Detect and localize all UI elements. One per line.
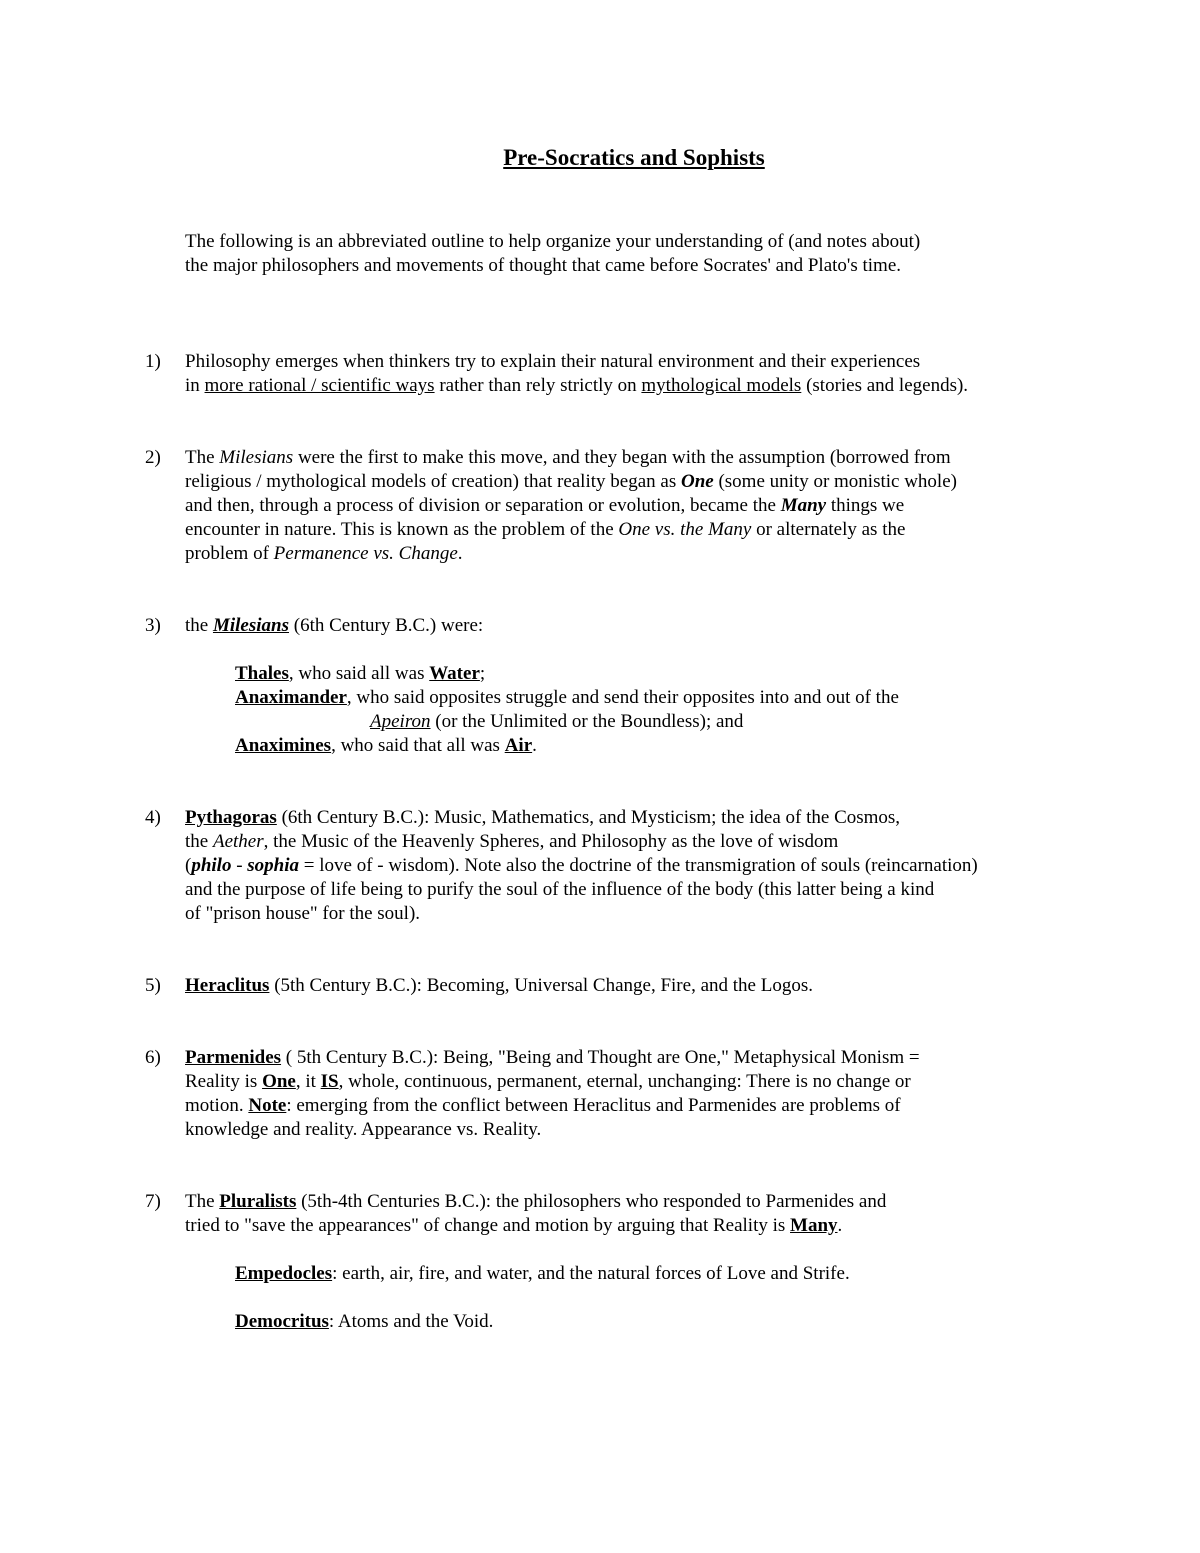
philosopher-name: Democritus <box>235 1311 329 1332</box>
intro-line: The following is an abbreviated outline to help organize your understanding of (and notes about) <box>185 231 921 252</box>
item-text: Reality is One, it IS, whole, continuous, permanent, eternal, unchanging: There is no change or <box>185 1071 911 1092</box>
item-text: Parmenides ( 5th Century B.C.): Being, "Being and Thought are One," Metaphysical Monism = <box>185 1047 920 1068</box>
bold-italic-term: sophia <box>247 855 300 876</box>
philosopher-name: Pythagoras <box>185 807 277 828</box>
item-text: the Aether, the Music of the Heavenly Spheres, and Philosophy as the love of wisdom <box>185 831 839 852</box>
item-text: and then, through a process of division or separation or evolution, became the Many things we <box>185 495 905 516</box>
item-text: and the purpose of life being to purify the soul of the influence of the body (this latter being a kind <box>185 879 935 900</box>
item-body <box>185 350 1145 398</box>
philosopher-name: Anaximander <box>235 687 347 708</box>
item-number: 6) <box>145 1047 161 1068</box>
list-item: Anaximines, who said that all was Air. <box>235 735 537 756</box>
list-item: Democritus: Atoms and the Void. <box>235 1311 494 1332</box>
item-text: knowledge and reality. Appearance vs. Reality. <box>185 1119 542 1140</box>
item-body <box>185 614 1145 638</box>
philosopher-name: Anaximines <box>235 735 332 756</box>
bold-term: Water <box>429 663 480 684</box>
bold-italic-term: philo <box>191 855 232 876</box>
bold-term: One <box>262 1071 296 1092</box>
item-body <box>185 974 1145 998</box>
underlined-term: more rational / scientific ways <box>204 375 435 396</box>
list-item-continuation: Apeiron (or the Unlimited or the Boundless); and <box>370 711 744 732</box>
bold-term: Note <box>248 1095 287 1116</box>
bold-italic-term: Many <box>780 495 827 516</box>
item-text: The Pluralists (5th-4th Centuries B.C.): the philosophers who responded to Parmenides and <box>185 1191 887 1212</box>
page-title: Pre-Socratics and Sophists <box>503 145 765 170</box>
item-number: 2) <box>145 447 161 468</box>
bold-term: Many <box>790 1215 838 1236</box>
item-body <box>185 806 1145 926</box>
bold-term: Pluralists <box>219 1191 297 1212</box>
item-text: tried to "save the appearances" of change and motion by arguing that Reality is Many. <box>185 1215 843 1236</box>
item-text: in more rational / scientific ways rather than rely strictly on mythological models (stories and legends). <box>185 375 969 396</box>
italic-term: Milesians <box>219 447 294 468</box>
philosopher-name: Parmenides <box>185 1047 282 1068</box>
item-text: encounter in nature. This is known as the problem of the One vs. the Many or alternately as the <box>185 519 906 540</box>
list-item: Thales, who said all was Water; <box>235 663 486 684</box>
item-text: motion. Note: emerging from the conflict between Heraclitus and Parmenides are problems of <box>185 1095 901 1116</box>
item-number: 1) <box>145 351 161 372</box>
item-body <box>185 1190 1145 1238</box>
list-item: Empedocles: earth, air, fire, and water, and the natural forces of Love and Strife. <box>235 1263 850 1284</box>
item-body <box>185 446 1145 566</box>
list-item: Anaximander, who said opposites struggle and send their opposites into and out of the <box>235 687 899 708</box>
philosopher-name: Thales <box>235 663 289 684</box>
intro-line: the major philosophers and movements of thought that came before Socrates' and Plato's time. <box>185 255 902 276</box>
item-number: 4) <box>145 807 161 828</box>
italic-term: Apeiron <box>370 711 431 732</box>
italic-term: Aether <box>212 831 264 852</box>
item-number: 3) <box>145 615 161 636</box>
item-text: the Milesians (6th Century B.C.) were: <box>185 615 484 636</box>
item-text: religious / mythological models of creation) that reality began as One (some unity or monistic whole) <box>185 471 957 492</box>
bold-italic-term: One <box>680 471 714 492</box>
item-text: (philo - sophia = love of - wisdom). Note also the doctrine of the transmigration of souls (reincarnation) <box>185 855 978 876</box>
item-text: of "prison house" for the soul). <box>185 903 421 924</box>
bold-italic-term: Milesians <box>212 615 289 636</box>
pluralists-list <box>235 1310 1135 1334</box>
item-text: problem of Permanence vs. Change. <box>185 543 463 564</box>
item-text: Pythagoras (6th Century B.C.): Music, Mathematics, and Mysticism; the idea of the Cosmos, <box>185 807 901 828</box>
item-text: Philosophy emerges when thinkers try to explain their natural environment and their experiences <box>185 351 921 372</box>
item-text: Heraclitus (5th Century B.C.): Becoming, Universal Change, Fire, and the Logos. <box>185 975 813 996</box>
item-number: 7) <box>145 1191 161 1212</box>
philosopher-name: Heraclitus <box>185 975 270 996</box>
philosopher-name: Empedocles <box>235 1263 333 1284</box>
milesians-list <box>235 662 1135 758</box>
item-body <box>185 1046 1145 1142</box>
italic-term: One vs. the Many <box>618 519 752 540</box>
bold-term: IS <box>320 1071 339 1092</box>
bold-term: Air <box>504 735 533 756</box>
item-text: The Milesians were the first to make this move, and they began with the assumption (borrowed from <box>185 447 951 468</box>
item-number: 5) <box>145 975 161 996</box>
intro-paragraph <box>185 230 1145 278</box>
italic-term: Permanence vs. Change <box>273 543 458 564</box>
underlined-term: mythological models <box>641 375 802 396</box>
pluralists-list <box>235 1262 1135 1286</box>
